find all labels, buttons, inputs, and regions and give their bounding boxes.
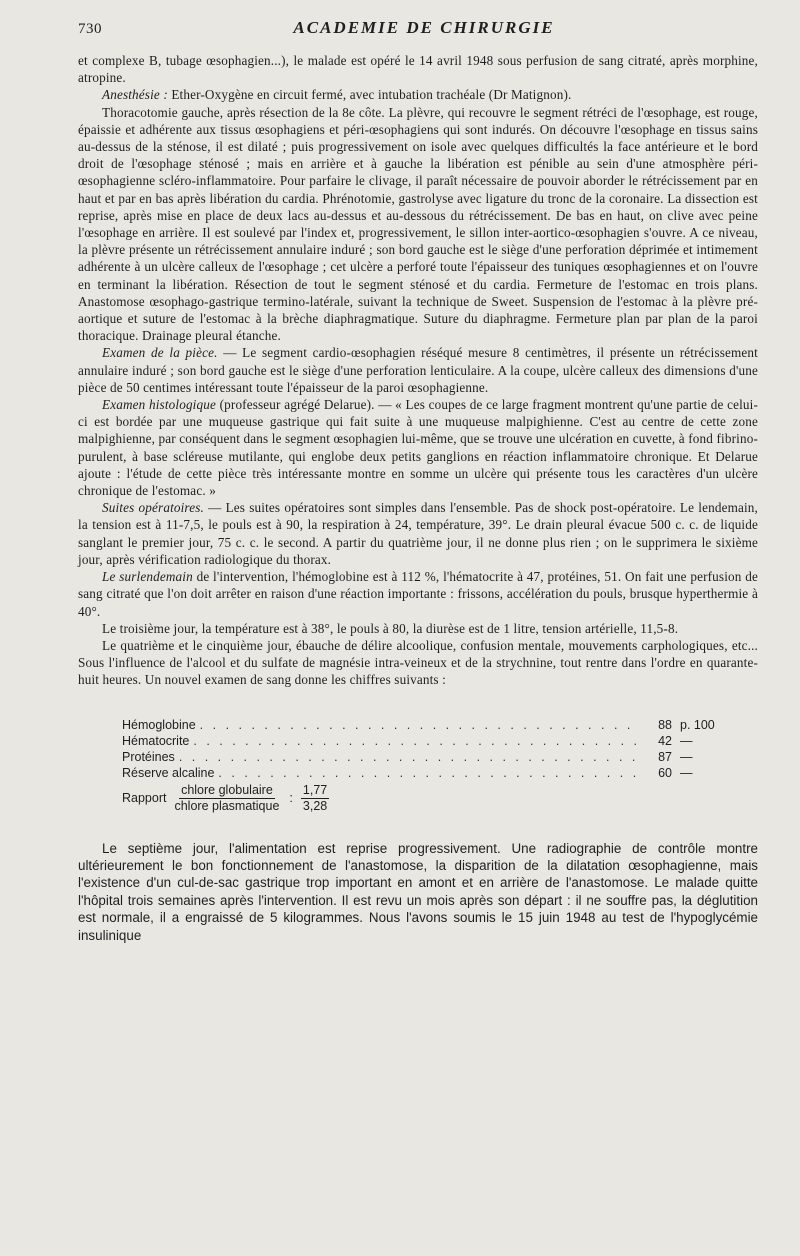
- lab-results: [122, 717, 732, 814]
- paragraph-lead: Anesthésie :: [102, 87, 168, 103]
- paragraph: [78, 568, 758, 620]
- paragraph-text: de l'intervention, l'hémoglobine est à 112 %, l'hématocrite à 47, protéines, 51. On fait une perfusion de sang citraté que l'on doit arrêter en raison d'une réaction importante : frissons, accélération du pouls, brusque hyperthermie à 40°.: [78, 569, 758, 619]
- lab-unit: p. 100: [680, 717, 715, 732]
- lab-unit: —: [680, 765, 693, 780]
- lab-row: [122, 749, 732, 765]
- paragraph-lead: Examen de la pièce.: [102, 345, 218, 361]
- leader-dots: [179, 749, 638, 765]
- paragraph-text: Le troisième jour, la température est à 38°, le pouls à 80, la diurèse est de 1 litre, tension artérielle, 11,5-8.: [102, 620, 679, 636]
- lab-name: Hémoglobine: [122, 717, 196, 732]
- paragraph-text: et complexe B, tubage œsophagien...), le malade est opéré le 14 avril 1948 sous perfusion de sang citraté, après morphine, atropine.: [78, 53, 758, 86]
- lab-name: Protéines: [122, 749, 175, 764]
- ratio-value-fraction: [301, 783, 329, 814]
- page-header: [78, 18, 758, 42]
- leader-dots: [218, 765, 638, 781]
- lab-value: 88: [658, 717, 672, 732]
- closing-section: [78, 840, 758, 944]
- paragraph-text: — Le segment cardio-œsophagien réséqué mesure 8 centimètres, il présente un rétrécissement annulaire induré ; son bord gauche est le siège d'une perforation lenticulaire. A la coupe, ulcère calleux des dimensions d'une pièce de 50 centimes intéressant toute l'épaisseur de la paroi œsophagienne.: [78, 345, 758, 395]
- paragraph: [78, 52, 758, 86]
- page-number: 730: [78, 21, 102, 37]
- body-text: [78, 52, 758, 689]
- lab-name: Réserve alcaline: [122, 765, 215, 780]
- paragraph: [78, 344, 758, 396]
- ratio-equals: :: [289, 791, 293, 806]
- running-head: ACADEMIE DE CHIRURGIE: [293, 18, 555, 37]
- ratio-value-denominator: 3,28: [302, 798, 328, 813]
- paragraph: [78, 499, 758, 568]
- ratio-value-numerator: 1,77: [302, 782, 328, 797]
- paragraph-lead: Suites opératoires.: [102, 500, 204, 516]
- lab-unit: —: [680, 749, 693, 764]
- ratio-label: Rapport: [122, 791, 167, 806]
- leader-dots: [193, 733, 638, 749]
- paragraph-lead: Examen histologique: [102, 397, 216, 413]
- lab-row: [122, 733, 732, 749]
- paragraph-text: Ether-Oxygène en circuit fermé, avec intubation trachéale (Dr Matignon).: [167, 87, 572, 103]
- paragraph: [78, 620, 758, 637]
- lab-row: [122, 765, 732, 781]
- lab-row: [122, 717, 732, 733]
- paragraph: [78, 104, 758, 345]
- lab-value: 60: [658, 765, 672, 780]
- ratio-row: [122, 783, 732, 814]
- paragraph: [78, 396, 758, 499]
- paragraph: [78, 86, 758, 103]
- lab-value: 42: [658, 733, 672, 748]
- paragraph-text: Thoracotomie gauche, après résection de la 8e côte. La plèvre, qui recouvre le segment rétréci de l'œsophage, est rouge, épaissie et adhérente aux tissus œsophagiens et péri-œsophagiens qui sont indurés. On découvre l'œsophage en tissus sains au-dessus de la sténose, il est dilaté ; puis progressivement on isole avec quelques difficultés la face antérieure et le bord droit de l'œsophage sténosé ; mais en arrière et à gauche la libération est pénible au sein d'une atmosphère péri-œsophagienne scléro-inflammatoire. Pour parfaire le clivage, il paraît nécessaire de pouvoir aborder le rétrécissement par en haut et par en bas après libération du cardia. Phrénotomie, gastrolyse avec ligature du tronc de la coronaire. La dissection est reprise, après mise en place de deux lacs au-dessus et au-dessous du rétrécissement. De bas en haut, on clive avec peine l'œsophage en arrière. Il est soulevé par l'index et, progressivement, le sillon inter-aortico-œsophagien s'ouvre. A ce niveau, la plèvre présente un rétrécissement annulaire induré ; son bord gauche est le siège d'une perforation déprimée et intimement adhérente à un ulcère calleux de l'œsophage ; cet ulcère a perforé toute l'épaisseur des tuniques œsophagiennes et on l'ouvre en terminant la libération. Résection de tout le segment sténosé et du cardia. Fermeture de l'estomac en trois plans. Anastomose œsophago-gastrique termino-latérale, suivant la technique de Sweet. Suspension de l'estomac à la plèvre pré-aortique et suture de l'estomac à la brèche diaphragmatique. Suture du diaphragme. Fermeture plan par plan de la paroi thoracique. Drainage pleural étanche.: [78, 104, 758, 344]
- paragraph-lead: Le surlendemain: [102, 569, 193, 585]
- leader-dots: [200, 717, 638, 733]
- closing-paragraph: Le septième jour, l'alimentation est reprise progressivement. Une radiographie de contrôle montre ultérieurement le bon fonctionnement de l'anastomose, la disparition de la dilatation œsophagienne, mais l'existence d'un cul-de-sac gastrique trop important en amont et en arrière de l'anastomose. Le malade quitte l'hôpital trois semaines après l'intervention. Il est revu un mois après son départ : il ne souffre pas, la déglutition est normale, il a engraissé de 5 kilogrammes. Nous l'avons soumis le 15 juin 1948 au test de l'hypoglycémie insulinique: [78, 840, 758, 943]
- paragraph-text: (professeur agrégé Delarue). — « Les coupes de ce large fragment montrent qu'une partie de celui-ci est bordée par une muqueuse gastrique qui fait suite à une muqueuse malpighienne. C'est au centre de cette zone malpighienne, par conséquent dans le segment œsophagien lui-même, que se trouve une ulcération en cuvette, à fond fibrino-purulent, à base scléreuse mutilante, qui englobe deux petits ganglions en réaction inflammatoire chronique. Et Delarue ajoute : l'étude de cette pièce très intéressante montre en somme un ulcère qui présente tous les caractères d'un ulcère chronique de l'estomac. »: [78, 397, 759, 499]
- lab-name: Hématocrite: [122, 733, 190, 748]
- lab-unit: —: [680, 733, 693, 748]
- ratio-denominator: chlore plasmatique: [174, 798, 280, 813]
- paragraph-text: Le quatrième et le cinquième jour, ébauche de délire alcoolique, confusion mentale, mouvements carphologiques, etc... Sous l'influence de l'alcool et du sulfate de magnésie intra-veineux et de la strychnine, tout rentre dans l'ordre en quarante-huit heures. Un nouvel examen de sang donne les chiffres suivants :: [78, 637, 758, 688]
- paragraph-text: — Les suites opératoires sont simples dans l'ensemble. Pas de shock post-opératoire. Le lendemain, la tension est à 11-7,5, le pouls est à 90, la respiration à 24, température, 39°. Le drain pleural évacue 500 c. c. de liquide sanglant le premier jour, 75 c. c. le second. A partir du quatrième jour, il ne donne plus rien ; on le supprimera le sixième jour, après vérification radiologique du thorax.: [78, 500, 758, 567]
- paragraph: [78, 637, 758, 689]
- ratio-numerator: chlore globulaire: [181, 782, 273, 797]
- ratio-fraction: [172, 783, 281, 814]
- lab-value: 87: [658, 749, 672, 764]
